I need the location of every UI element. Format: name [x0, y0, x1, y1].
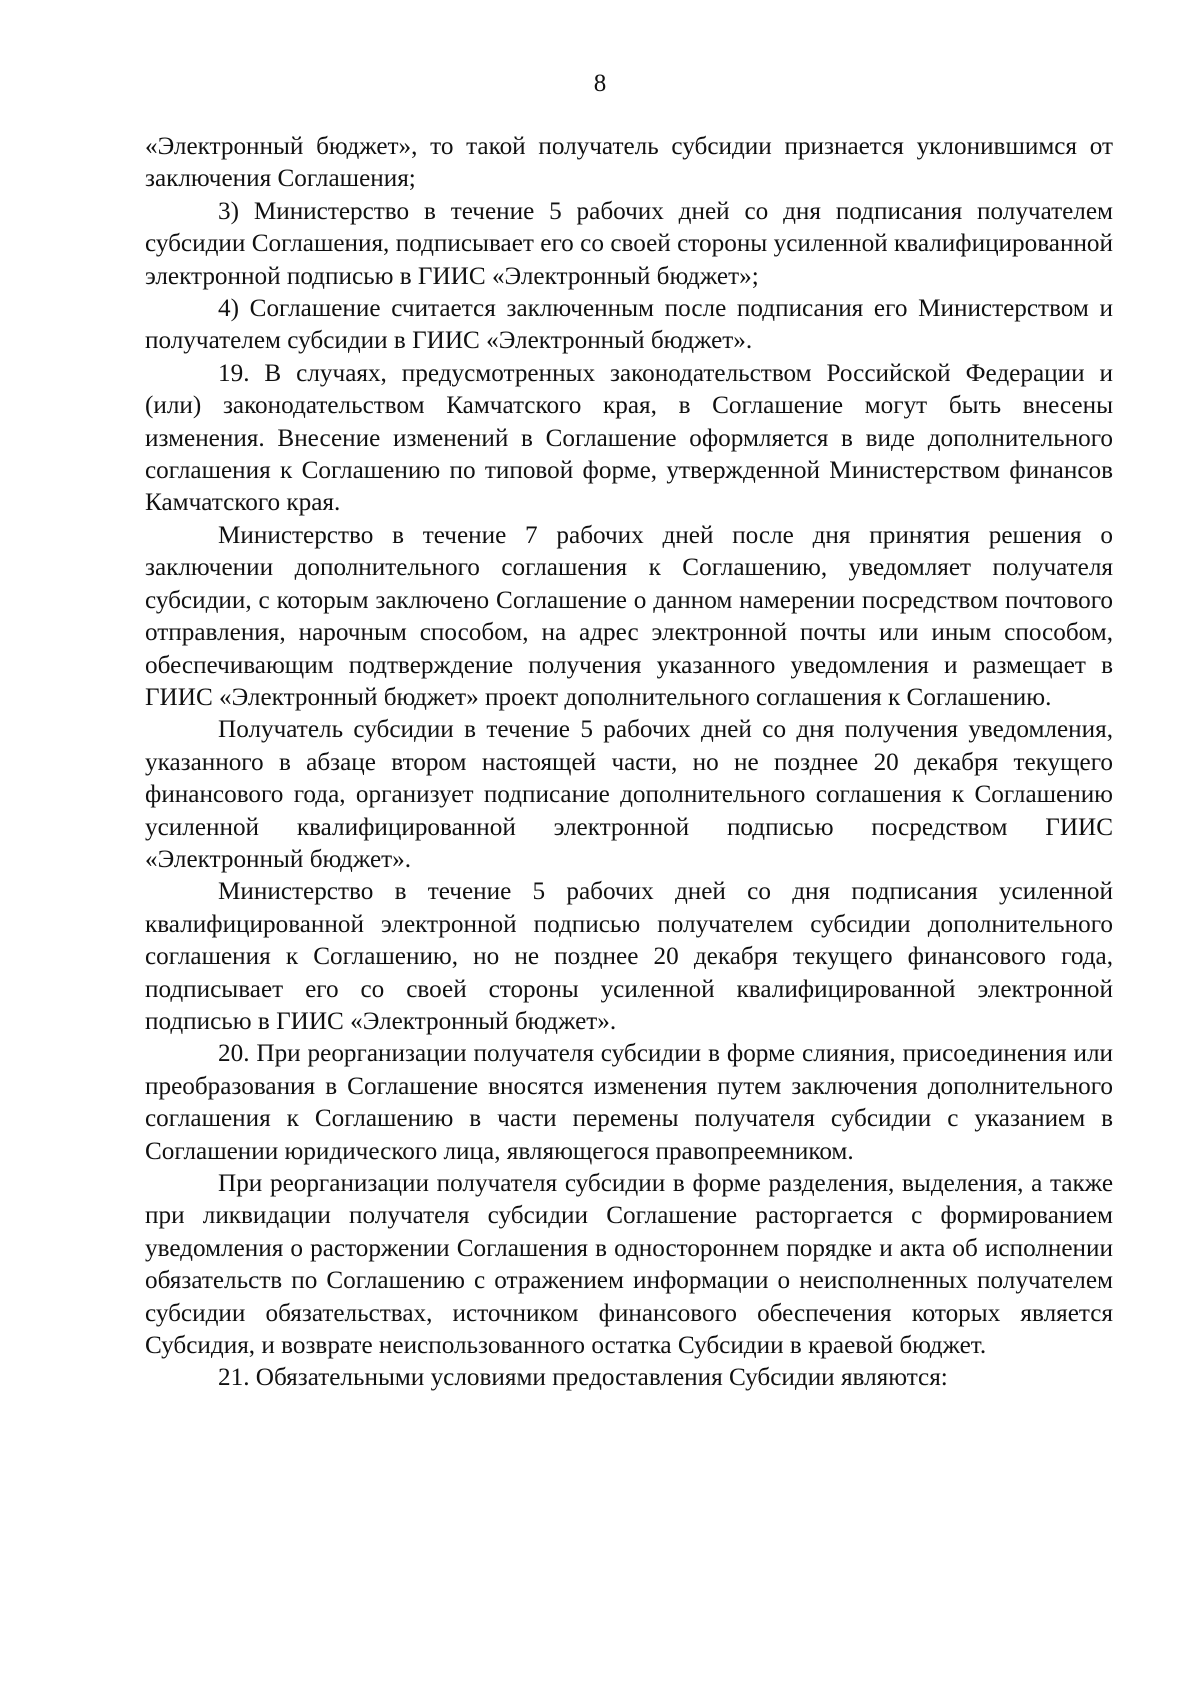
paragraph-item-4: 4) Соглашение считается заключенным после подписания его Министерством и получателем субсидии в ГИИС «Электронный бюджет». [145, 295, 1113, 355]
paragraph-item-3: 3) Министерство в течение 5 рабочих дней со дня подписания получателем субсидии Соглашения, подписывает его со своей стороны усиленной квалифицированной электронной подписью в ГИИС «Электронный бюджет»; [145, 197, 1113, 290]
document-body [145, 131, 1113, 1395]
paragraph-section-19-ministry: Министерство в течение 5 рабочих дней со дня подписания усиленной квалифицированной электронной подписью получателем субсидии дополнительного соглашения к Соглашению, но не позднее 20 декабря текущего финансового года, подписывает его со своей стороны усиленной квалифицированной электронной подписью в ГИИС «Электронный бюджет». [145, 878, 1113, 1035]
paragraph-section-21: 21. Обязательными условиями предоставления Субсидии являются: [218, 1364, 948, 1392]
paragraph-section-20-liquidation: При реорганизации получателя субсидии в форме разделения, выделения, а также при ликвидации получателя субсидии Соглашение расторгается с формированием уведомления о расторжении Соглашения в одностороннем порядке и акта об исполнении обязательств по Соглашению с отражением информации о неисполненных получателем субсидии обязательствах, источником финансового обеспечения которых является Субсидия, и возврате неиспользованного остатка Субсидии в краевой бюджет. [145, 1170, 1113, 1360]
page-number: 8 [593, 70, 607, 97]
paragraph-continuation: «Электронный бюджет», то такой получатель субсидии признается уклонившимся от заключения Соглашения; [145, 133, 1113, 193]
paragraph-section-19-notice: Министерство в течение 7 рабочих дней после дня принятия решения о заключении дополнительного соглашения к Соглашению, уведомляет получателя субсидии, с которым заключено Соглашение о данном намерении посредством почтового отправления, нарочным способом, на адрес электронной почты или иным способом, обеспечивающим подтверждение получения указанного уведомления и размещает в ГИИС «Электронный бюджет» проект дополнительного соглашения к Соглашению. [145, 521, 1113, 711]
paragraph-section-19-recipient: Получатель субсидии в течение 5 рабочих дней со дня получения уведомления, указанного в абзаце втором настоящей части, но не позднее 20 декабря текущего финансового года, организует подписание дополнительного соглашения к Соглашению усиленной квалифицированной электронной подписью посредством ГИИС «Электронный бюджет». [145, 716, 1113, 873]
paragraph-section-19: 19. В случаях, предусмотренных законодательством Российской Федерации и (или) законодательством Камчатского края, в Соглашение могут быть внесены изменения. Внесение изменений в Соглашение оформляется в виде дополнительного соглашения к Соглашению по типовой форме, утвержденной Министерством финансов Камчатского края. [145, 359, 1113, 517]
paragraph-section-20: 20. При реорганизации получателя субсидии в форме слияния, присоединения или преобразования в Соглашение вносятся изменения путем заключения дополнительного соглашения к Соглашению в части перемены получателя субсидии с указанием в Соглашении юридического лица, являющегося правопреемником. [145, 1040, 1113, 1165]
